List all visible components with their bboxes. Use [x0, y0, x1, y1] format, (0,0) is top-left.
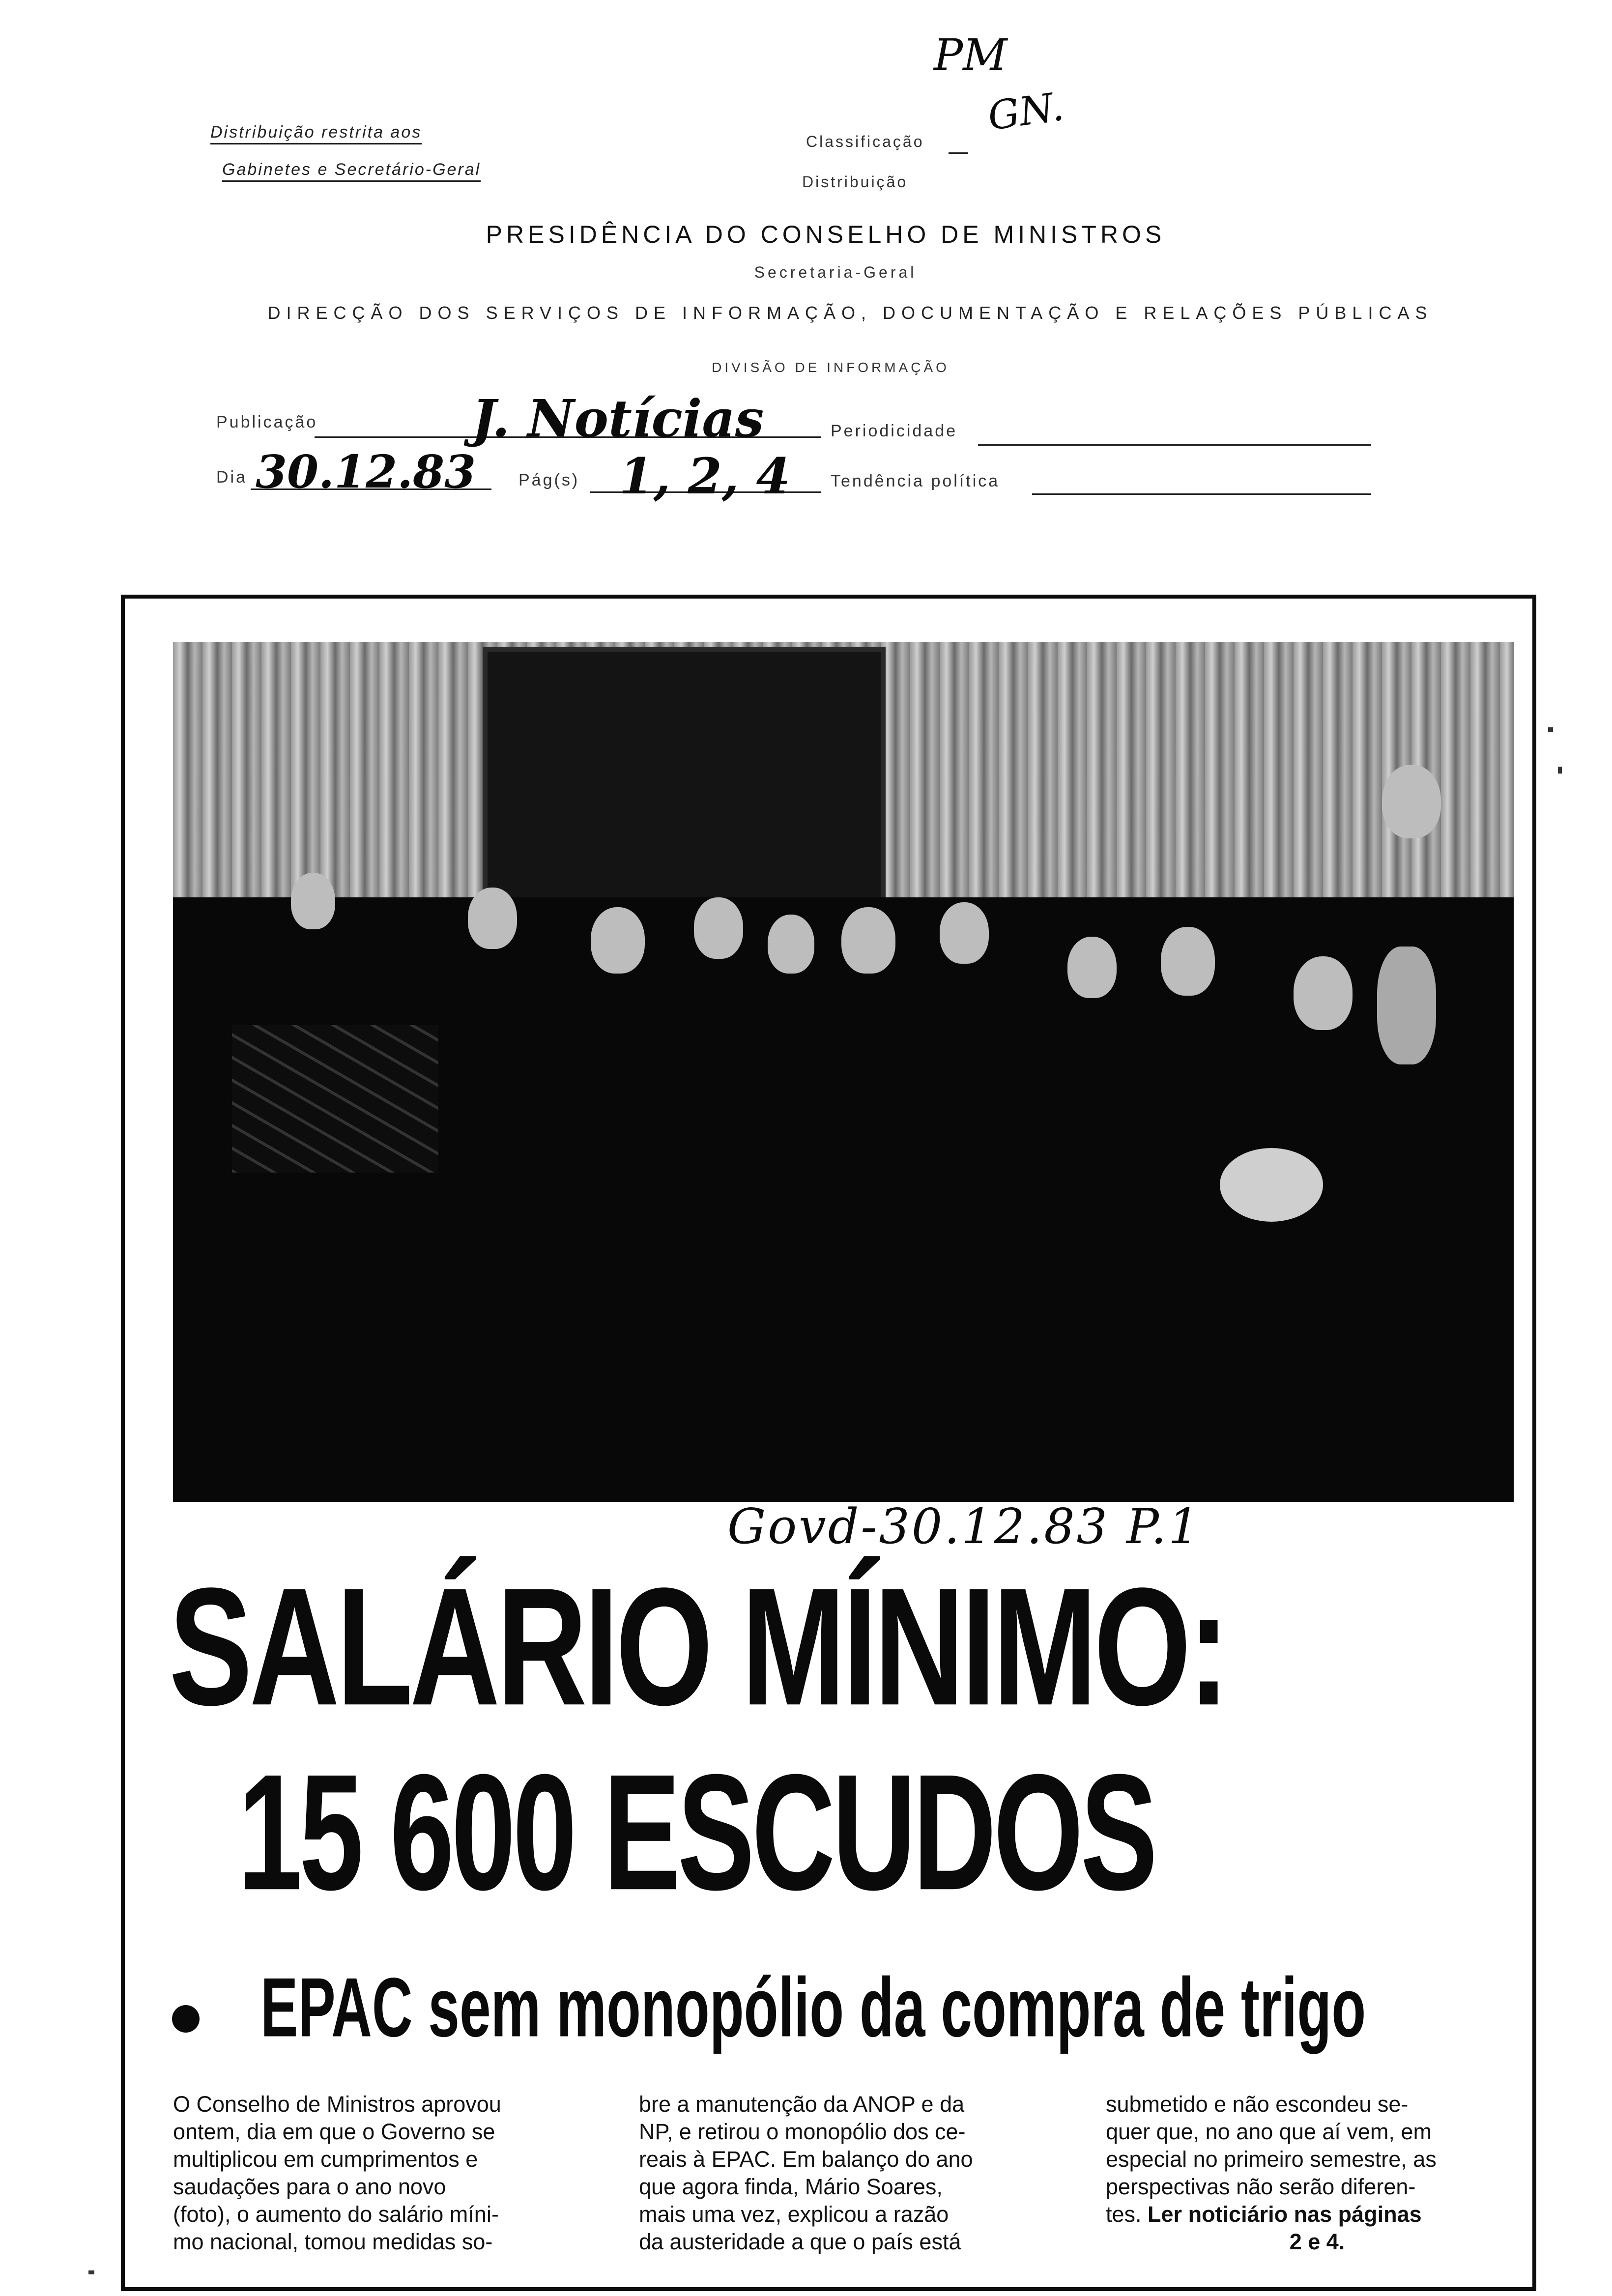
pages-label: Pág(s): [518, 471, 580, 489]
publication-label: Publicação: [216, 413, 318, 431]
secretariat-subtitle: Secretaria-Geral: [754, 263, 917, 281]
column-1-line: (foto), o aumento do salário míni-: [173, 2202, 499, 2227]
photo-hand: [1220, 1148, 1323, 1222]
periodicity-label: Periodicidade: [831, 422, 958, 440]
column-1-line: O Conselho de Ministros aprovou: [173, 2092, 501, 2117]
publication-handwritten: J. Notícias: [472, 388, 764, 449]
read-more-pointer: Ler noticiário nas páginas: [1148, 2202, 1422, 2227]
directorate-line: DIRECÇÃO DOS SERVIÇOS DE INFORMAÇÃO, DOCUMENTAÇÃO E RELAÇÕES PÚBLICAS: [267, 303, 1433, 323]
column-3-last-line: [1106, 2201, 1528, 2228]
political-tendency-line: [1032, 493, 1371, 495]
distribution-label: Distribuição: [802, 173, 908, 191]
photo-face-11: [1382, 765, 1441, 838]
scan-speck: [1548, 727, 1553, 732]
column-2-line: da austeridade a que o país está: [639, 2229, 961, 2254]
photo-face-2: [468, 888, 517, 949]
photo-face-3: [591, 907, 645, 974]
article-column-3: [1106, 2091, 1528, 2256]
photo-face-8: [1067, 937, 1117, 998]
photo-microphones: [232, 1025, 438, 1173]
headline-line1: SALÁRIO MÍNIMO:: [169, 1553, 1227, 1740]
division-line: DIVISÃO DE INFORMAÇÃO: [712, 360, 950, 375]
classification-label: Classificação: [806, 133, 924, 150]
day-handwritten: 30.12.83: [256, 445, 476, 498]
news-photo: [173, 642, 1514, 1502]
column-2-line: NP, e retirou o monopólio dos ce-: [639, 2119, 966, 2144]
column-2-line: que agora finda, Mário Soares,: [639, 2174, 943, 2199]
read-more-pages-line: [1106, 2228, 1528, 2256]
presidency-title: PRESIDÊNCIA DO CONSELHO DE MINISTROS: [486, 221, 1166, 248]
photo-face-5: [768, 915, 814, 974]
column-3-line: perspectivas não serão diferen-: [1106, 2174, 1416, 2199]
day-label: Dia: [216, 468, 248, 487]
photo-raised-hand: [1377, 947, 1436, 1064]
column-3-line: especial no primeiro semestre, as: [1106, 2147, 1437, 2172]
column-1-line: mo nacional, tomou medidas so-: [173, 2229, 493, 2254]
photo-face-7: [940, 902, 989, 964]
subheadline: EPAC sem monopólio da compra de trigo: [260, 1960, 1366, 2055]
scan-speck: [1558, 767, 1562, 774]
clipping-reference-handwritten: Govd-30.12.83 P.1: [727, 1499, 1201, 1555]
column-3-line: quer que, no ano que aí vem, em: [1106, 2119, 1432, 2144]
photo-face-9: [1161, 927, 1215, 996]
photo-face-4: [694, 897, 743, 959]
scan-speck: [88, 2270, 94, 2274]
subheadline-bullet: [172, 2005, 200, 2033]
distribution-note-line2: Gabinetes e Secretário-Geral: [222, 160, 481, 182]
photo-face-1: [291, 873, 335, 929]
classification-line: [949, 152, 968, 154]
column-3-line: submetido e não escondeu se-: [1106, 2092, 1409, 2117]
photo-face-6: [841, 907, 895, 974]
article-column-1: [173, 2091, 596, 2256]
headline-line2: 15 600 ESCUDOS: [238, 1740, 1155, 1924]
photo-face-10: [1294, 956, 1353, 1030]
pages-handwritten: 1, 2, 4: [619, 447, 790, 505]
column-1-line: multiplicou em cumprimentos e: [173, 2147, 478, 2172]
column-2-line: bre a manutenção da ANOP e da: [639, 2092, 965, 2117]
column-1-line: saudações para o ano novo: [173, 2174, 446, 2199]
read-more-pages: 2 e 4.: [1289, 2229, 1345, 2254]
political-tendency-label: Tendência política: [831, 472, 1000, 490]
article-column-2: [639, 2091, 1062, 2256]
handwritten-mark: GN.: [985, 83, 1066, 140]
column-1-line: ontem, dia em que o Governo se: [173, 2119, 495, 2144]
column-3-last-plain: tes.: [1106, 2202, 1148, 2227]
column-2-line: reais à EPAC. Em balanço do ano: [639, 2147, 973, 2172]
column-2-line: mais uma vez, explicou a razão: [639, 2202, 949, 2227]
periodicity-line: [978, 444, 1371, 446]
handwritten-initials: PM: [934, 29, 1008, 80]
distribution-note-line1: Distribuição restrita aos: [210, 123, 422, 144]
